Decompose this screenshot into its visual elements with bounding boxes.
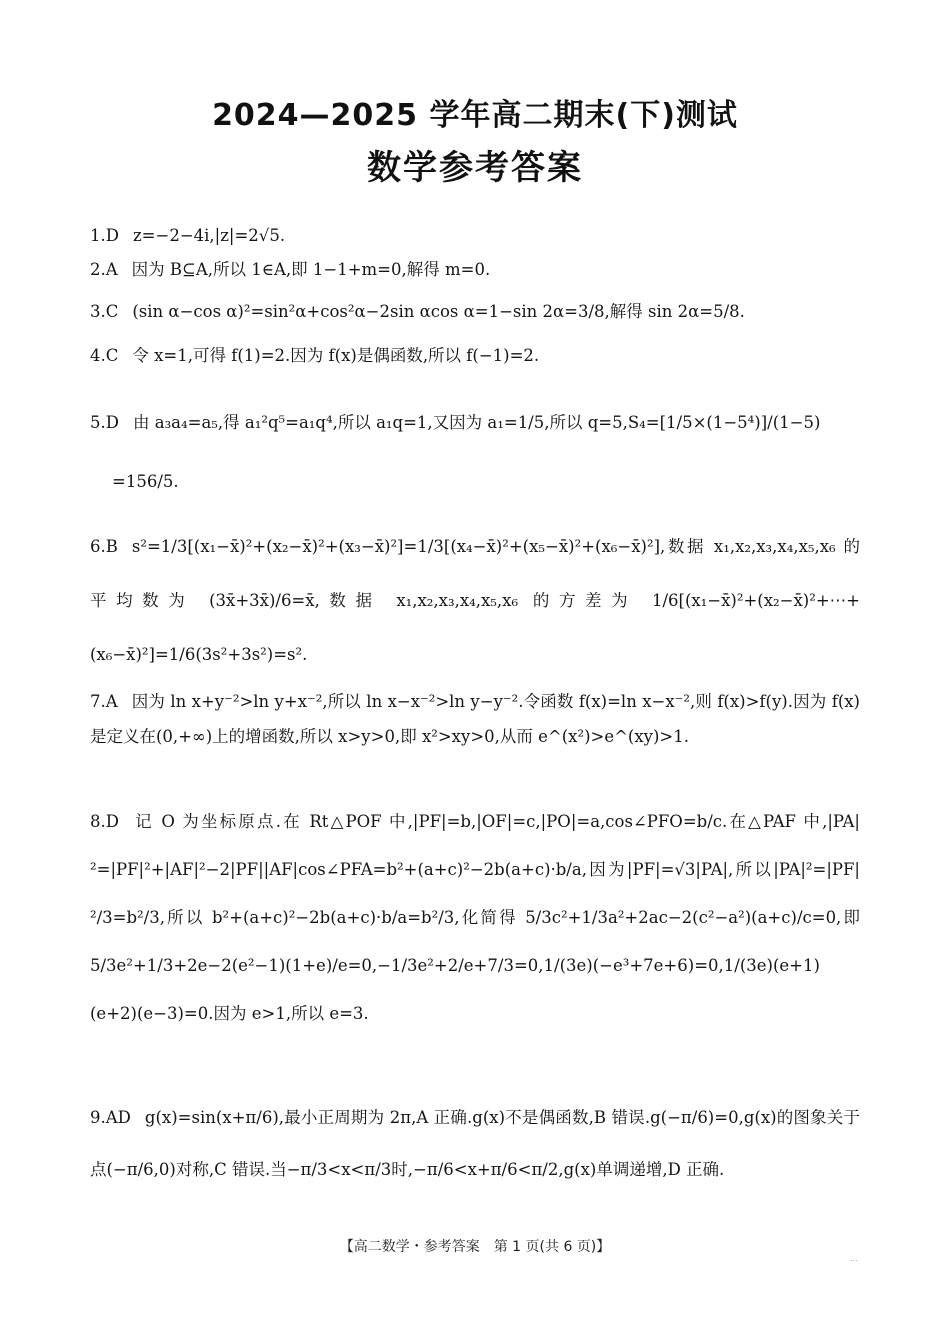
answer-explanation: 由 a₃a₄=a₅,得 a₁²q⁵=a₁q⁴,所以 a₁q=1,又因为 a₁=1/5,所以 q=5,S₄=[1/5×(1−5⁴)]/(1−5) xyxy=(132,413,821,432)
answer-choice: D xyxy=(105,226,119,245)
answer-item-3 xyxy=(90,292,860,332)
answer-explanation: g(x)=sin(x+π/6),最小正周期为 2π,A 正确.g(x)不是偶函数,B 错误.g(−π/6)=0,g(x)的图象关于点(−π/6,0)对称,C 错误.当−π/3<x<π/3时,−π/6<x+π/6<π/2,g(x)单调递增,D 正确. xyxy=(90,1108,860,1179)
answer-choice: AD xyxy=(105,1108,131,1127)
answer-item-2 xyxy=(90,252,860,288)
answer-explanation: 因为 B⊆A,所以 1∈A,即 1−1+m=0,解得 m=0. xyxy=(131,260,491,279)
answer-number: 6. xyxy=(90,537,106,556)
answer-explanation: 令 x=1,可得 f(1)=2.因为 f(x)是偶函数,所以 f(−1)=2. xyxy=(132,346,540,365)
answer-item-6 xyxy=(90,520,860,682)
answer-item-1 xyxy=(90,218,860,254)
answer-number: 4. xyxy=(90,346,106,365)
answer-item-5 xyxy=(90,400,860,446)
answer-item-7 xyxy=(90,684,860,754)
answer-item-4 xyxy=(90,338,860,374)
answer-choice: A xyxy=(105,692,118,711)
answer-number: 8. xyxy=(90,812,106,831)
page-title: 2024—2025 学年高二期末(下)测试 xyxy=(212,98,738,133)
answer-explanation: 因为 ln x+y⁻²>ln y+x⁻²,所以 ln x−x⁻²>ln y−y⁻².令函数 f(x)=ln x−x⁻²,则 f(x)>f(y).因为 f(x)是定义在(0,+∞)上的增函数,所以 x>y>0,即 x²>xy>0,从而 e^(x²)>e^(xy)>1. xyxy=(90,692,860,746)
answer-item-9 xyxy=(90,1092,860,1196)
answer-number: 7. xyxy=(90,692,106,711)
answer-explanation: s²=1/3[(x₁−x̄)²+(x₂−x̄)²+(x₃−x̄)²]=1/3[(x₄−x̄)²+(x₅−x̄)²+(x₆−x̄)²],数据 x₁,x₂,x₃,x₄,x₅,x₆ 的平均数为 (3x̄+3x̄)/6=x̄,数据 x₁,x₂,x₃,x₄,x₅,x₆ 的方差为 1/6[(x₁−x̄)²+(x₂−x̄)²+⋯+(x₆−x̄)²]=1/6(3s²+3s²)=s². xyxy=(90,537,860,664)
answer-explanation: z=−2−4i,|z|=2√5. xyxy=(132,226,286,245)
answer-explanation: (sin α−cos α)²=sin²α+cos²α−2sin αcos α=1−sin 2α=3/8,解得 sin 2α=5/8. xyxy=(132,302,745,321)
answer-explanation: 记 O 为坐标原点.在 Rt△POF 中,|PF|=b,|OF|=c,|PO|=a,cos∠PFO=b/c.在△PAF 中,|PA|²=|PF|²+|AF|²−2|PF||AF|cos∠PFA=b²+(a+c)²−2b(a+c)·b/a,因为|PF|=√3|PA|,所以|PA|²=|PF|²/3=b²/3,所以 b²+(a+c)²−2b(a+c)·b/a=b²/3,化简得 5/3c²+1/3a²+2ac−2(c²−a²)(a+c)/c=0,即 5/3e²+1/3+2e−2(e²−1)(1+e)/e=0,−1/3e²+2/e+7/3=0,1/(3e)(−e³+7e+6)=0,1/(3e)(e+1)(e+2)(e−3)=0.因为 e>1,所以 e=3. xyxy=(90,812,860,1023)
answer-number: 3. xyxy=(90,302,106,321)
answer-number: 2. xyxy=(90,260,106,279)
answer-item-5-continuation: =156/5. xyxy=(112,472,179,491)
answer-choice: D xyxy=(105,812,119,831)
answer-choice: D xyxy=(105,413,119,432)
answer-choice: B xyxy=(105,537,118,556)
answer-item-8 xyxy=(90,798,860,1038)
answer-choice: A xyxy=(105,260,118,279)
answer-number: 9. xyxy=(90,1108,106,1127)
corner-mark: ... xyxy=(850,1254,858,1263)
answer-number: 5. xyxy=(90,413,106,432)
page-footer: 【高二数学・参考答案 第 1 页(共 6 页)】 xyxy=(339,1239,611,1255)
answer-choice: C xyxy=(105,302,119,321)
page-subtitle: 数学参考答案 xyxy=(367,148,583,188)
answer-choice: C xyxy=(105,346,119,365)
answer-number: 1. xyxy=(90,226,106,245)
